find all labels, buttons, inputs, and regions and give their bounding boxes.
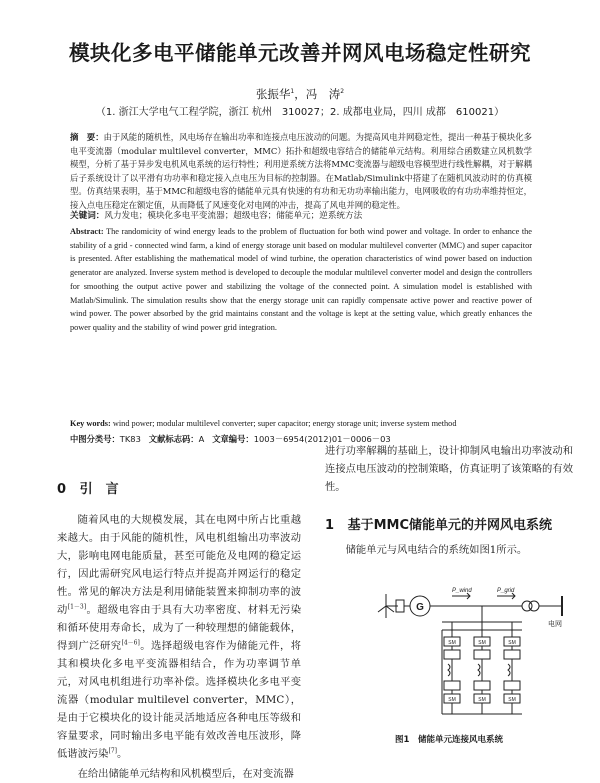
section-1-number: 1 — [325, 518, 335, 533]
author-1-sup: 1 — [290, 88, 295, 96]
author-2-sup: 2 — [340, 88, 345, 96]
abstract-en-text: The randomicity of wind energy leads to the problem of fluctuation for both wind power and voltage. In order to enhance the stability of a grid - connected wind farm, a kind of energy storage unit based on modular multilevel converter (MMC) and super capacitor is presented. After establishing the mathematical model of wind turbine, the operation characteristics of wind power based on induction generator are analyzed. Inverse system method is developed to decouple the modular multilevel converter model and design the controllers for smoothing the output active power and stabilizing the voltage of the connected point. A simulation model is established with Matlab/Simulink. The simulation results show that the energy storage unit can rapidly compensate active power and reactive power of wind power. The power absorbed by the grid maintains constant and the voltage is kept at the setting value, which greatly enhances the power quality and the stability of wind power grid integration. — [70, 227, 532, 332]
figure-1-diagram — [372, 582, 568, 722]
sm-label: SM — [508, 640, 516, 646]
sm-label: SM — [448, 640, 456, 646]
clc-label: 中图分类号： — [70, 434, 120, 444]
section-1-title: 基于MMC储能单元的并网风电系统 — [347, 518, 553, 533]
intro-text-a: 随着风电的大规模发展，其在电网中所占比重越来越大。由于风能的随机性，风电机组输出功率波动大，影响电网电能质量，甚至可能危及电网的稳定运行，因此需研究风电运行特点并提高并网运行的稳定性。常见的解决方法是利用储能装置来抑制功率的波动 — [57, 514, 301, 616]
keywords-cn-label: 关键词： — [70, 211, 105, 221]
section-0-number: 0 — [57, 482, 67, 497]
article-id-label: 文章编号： — [212, 434, 254, 444]
right-column — [325, 442, 573, 559]
intro-continuation: 进行功率解耦的基础上，设计抑制风电输出功率波动和连接点电压波动的控制策略，仿真证明了该策略的有效性。 — [325, 445, 573, 493]
author-sep: ， — [294, 87, 306, 101]
doc-label: 文献标志码： — [148, 434, 199, 444]
turbine-blade — [378, 606, 386, 612]
keywords-en-label: Key words: — [70, 419, 111, 428]
citation-1: [1－3] — [67, 603, 87, 611]
citation-3: [7] — [108, 747, 117, 755]
section-0-title: 引 言 — [79, 482, 119, 497]
sub-module-box — [474, 650, 490, 659]
section-1-heading — [325, 514, 573, 533]
sub-module-box — [444, 681, 460, 690]
keywords-en-text: wind power; modular multilevel converter; super capacitor; energy storage unit; inverse system method — [112, 419, 457, 428]
abstract-en-label: Abstract: — [70, 227, 104, 236]
arm-inductor — [478, 664, 480, 676]
left-column — [57, 478, 301, 783]
paper-title: 模块化多电平储能单元改善并网风电场稳定性研究 — [69, 41, 531, 65]
intro-paragraph-2: 在给出储能单元结构和风机模型后，在对变流器 — [77, 768, 294, 780]
citation-2: [4－6] — [121, 639, 140, 647]
affiliation: （1. 浙江大学电气工程学院，浙江 杭州 310027；2. 成都电业局，四川 成都 610021） — [95, 107, 505, 118]
sub-module-box — [474, 681, 490, 690]
arm-inductor — [508, 664, 510, 676]
abstract-cn — [70, 131, 532, 213]
sm-label: SM — [478, 640, 486, 646]
article-id-value: 1003－6954(2012)01－0006－03 — [253, 434, 391, 444]
pwind-label: P_wind — [452, 588, 472, 594]
section-1-paragraph: 储能单元与风电结合的系统如图1所示。 — [345, 544, 528, 556]
doc-value: A — [198, 434, 205, 444]
sm-label: SM — [508, 697, 516, 703]
sm-label: SM — [478, 697, 486, 703]
arm-inductor — [448, 664, 450, 676]
grid-label: 电网 — [548, 620, 562, 628]
keywords-en — [70, 417, 532, 430]
keywords-cn — [70, 210, 532, 223]
abstract-en — [70, 225, 532, 335]
abstract-cn-text: 由于风能的随机性，风电场存在输出功率和连接点电压波动的问题。为提高风电并网稳定性，提出一种基于模块化多电平变流器（modular multilevel converter，MMC）拓扑和超级电容结合的储能单元结构。利用综合函数建立风机数学模型，分析了基于异步发电机风电系统的运行特性；利用逆系统方法将MMC变流器与超级电容模型进行线性解耦，对于解耦后子系统设计了以平滑有功功率和稳定接入点电压为目标的控制器。在Matlab/Simulink中搭建了在随机风波动时的仿真模型。仿真结果表明，基于MMC和超级电容的储能单元具有快速的有功和无功功率输出能力，电网吸收的有功功率维持恒定，接入点电压稳定在额定值，从而降低了风速变化对电网的冲击，提高了风电并网的稳定性。 — [70, 132, 533, 210]
transformer-winding — [529, 601, 539, 611]
abstract-cn-label: 摘 要： — [70, 132, 104, 142]
sub-module-box — [504, 650, 520, 659]
intro-text-b: 。超级电容由于具有大功率密度、材料无污染和循环使用寿命长，成为了一种较理想的储能载体，得到广泛研究 — [57, 604, 302, 652]
intro-text-c: 。选择超级电容作为储能元件，将其和模块化多电平变流器相结合，作为功率调节单元，对风电机组进行功率补偿。选择模块化多电平变流器（modular multilevel converter，MMC），是由于它模块化的设计能灵活地适应各种电压等级和容量要求，同时输出多电平能有效改善电压波形，降低谐波污染 — [57, 640, 302, 760]
section-0-heading — [57, 478, 301, 497]
figure-1-caption: 图1 储能单元连接风电系统 — [395, 735, 503, 745]
sm-label: SM — [448, 697, 456, 703]
author-line — [0, 86, 600, 102]
clc-value: TK83 — [119, 434, 141, 444]
generator-label: G — [416, 602, 424, 613]
author-2: 冯 涛 — [305, 87, 341, 101]
sub-module-box — [444, 650, 460, 659]
intro-text-d: 。 — [116, 748, 128, 760]
pgrid-label: P_grid — [497, 588, 515, 594]
author-1: 张振华 — [255, 87, 291, 101]
keywords-cn-text: 风力发电；模块化多电平变流器；超级电容；储能单元；逆系统方法 — [104, 211, 363, 221]
intro-paragraph-1 — [57, 511, 301, 763]
sub-module-box — [504, 681, 520, 690]
turbine-blade — [386, 606, 394, 612]
